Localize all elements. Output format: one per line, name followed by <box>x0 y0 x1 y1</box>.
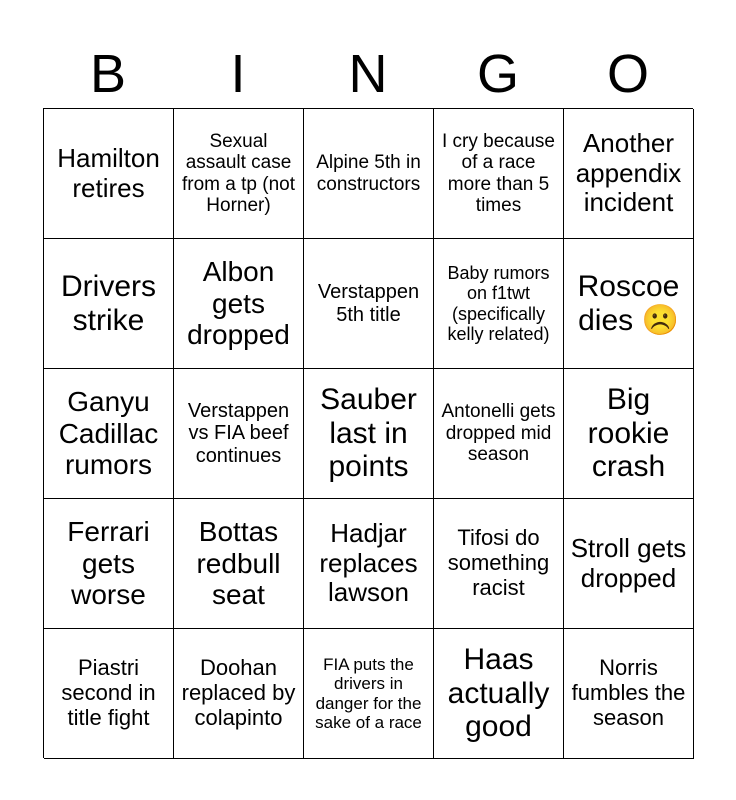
bingo-cell[interactable] <box>174 109 304 239</box>
cell-text: Tifosi do something racist <box>447 525 550 600</box>
bingo-cell[interactable] <box>434 109 564 239</box>
bingo-cell[interactable] <box>304 109 434 239</box>
bingo-cell[interactable] <box>174 629 304 759</box>
bingo-cell[interactable] <box>304 369 434 499</box>
header-letter-b: B <box>89 44 127 104</box>
cell-text: Antonelli gets dropped mid season <box>441 401 556 466</box>
bingo-cell[interactable] <box>304 239 434 369</box>
cell-text: FIA puts the drivers in danger for the sake of a race <box>315 655 422 732</box>
header-letter-o: O <box>606 44 649 104</box>
cell-text: Drivers strike <box>61 269 156 337</box>
bingo-cell[interactable] <box>44 109 174 239</box>
cell-text: Another appendix incident <box>575 128 682 218</box>
cell-text: Hamilton retires <box>57 143 160 203</box>
cell-text: Sexual assault case from a tp (not Horner) <box>182 130 295 216</box>
cell-text: Haas actually good <box>447 642 550 744</box>
bingo-cell[interactable] <box>564 369 694 499</box>
bingo-cell[interactable] <box>44 629 174 759</box>
cell-text: Baby rumors on f1twt (specifically kelly related) <box>447 262 550 344</box>
cell-text: Stroll gets dropped <box>570 533 687 593</box>
cell-text: Albon gets dropped <box>187 256 290 351</box>
header-letter-i: I <box>230 44 246 104</box>
bingo-header <box>43 40 693 108</box>
header-letter-g: G <box>476 44 519 104</box>
bingo-grid <box>43 108 693 758</box>
cell-text: Verstappen 5th title <box>317 280 420 326</box>
bingo-cell[interactable] <box>44 239 174 369</box>
cell-text: Ferrari gets worse <box>67 516 150 611</box>
bingo-cell[interactable] <box>564 239 694 369</box>
cell-text: Hadjar replaces lawson <box>319 518 418 608</box>
bingo-cell[interactable] <box>564 109 694 239</box>
bingo-cell[interactable] <box>44 499 174 629</box>
cell-text: Big rookie crash <box>587 382 670 484</box>
bingo-cell[interactable] <box>174 369 304 499</box>
cell-text: Alpine 5th in constructors <box>316 152 421 195</box>
bingo-cell[interactable] <box>434 369 564 499</box>
bingo-cell[interactable] <box>564 629 694 759</box>
cell-text: Piastri second in title fight <box>61 655 156 730</box>
cell-text: Sauber last in points <box>320 382 417 484</box>
bingo-cell[interactable] <box>434 499 564 629</box>
bingo-cell[interactable] <box>174 239 304 369</box>
bingo-cell[interactable] <box>304 499 434 629</box>
cell-text: Roscoe dies ☹️ <box>577 269 680 337</box>
bingo-cell[interactable] <box>44 369 174 499</box>
header-letter-n: N <box>348 44 388 104</box>
bingo-cell[interactable] <box>304 629 434 759</box>
bingo-cell[interactable] <box>434 239 564 369</box>
bingo-cell[interactable] <box>564 499 694 629</box>
cell-text: Doohan replaced by colapinto <box>181 655 296 730</box>
cell-text: Norris fumbles the season <box>571 655 686 730</box>
bingo-cell[interactable] <box>174 499 304 629</box>
cell-text: Ganyu Cadillac rumors <box>58 386 159 481</box>
cell-text: Verstappen vs FIA beef continues <box>187 399 290 467</box>
cell-text: Bottas redbull seat <box>196 516 281 611</box>
cell-text: I cry because of a race more than 5 times <box>442 130 555 216</box>
bingo-cell[interactable] <box>434 629 564 759</box>
